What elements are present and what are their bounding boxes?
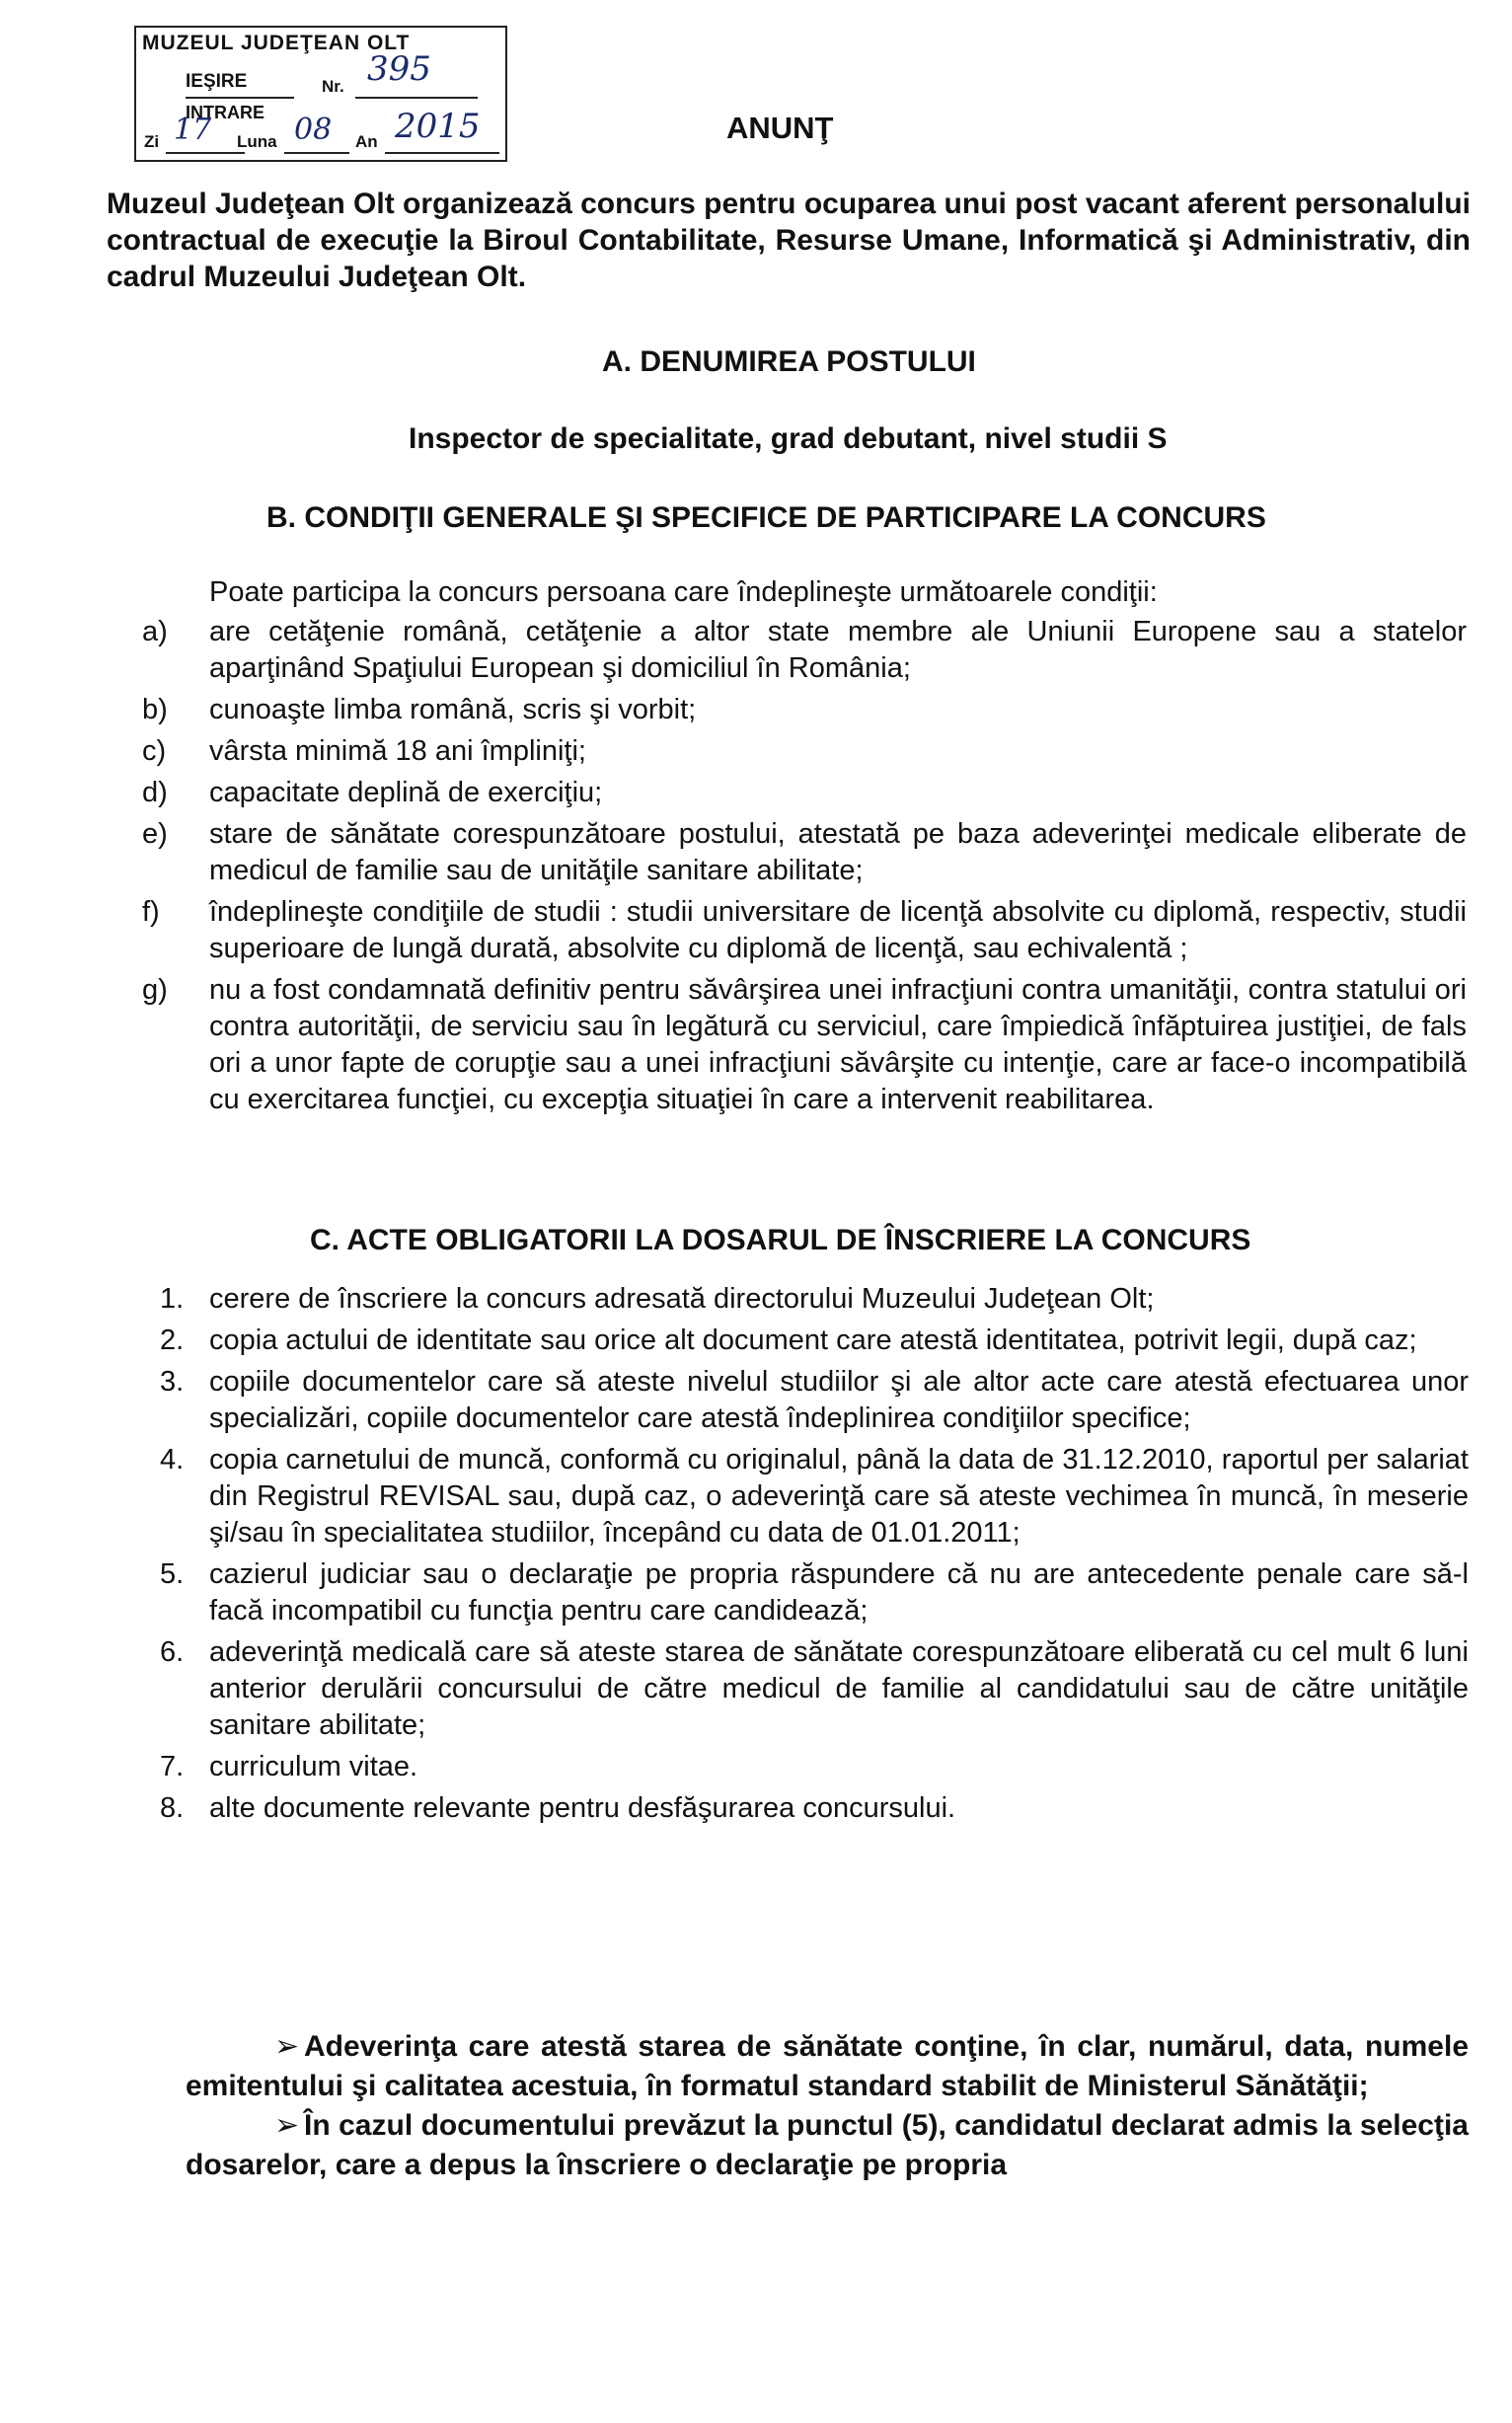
stamp-an-value: 2015	[395, 107, 481, 146]
stamp-an-label: An	[355, 132, 378, 151]
list-item	[142, 894, 1467, 967]
stamp-luna-value: 08	[294, 113, 333, 147]
documents-list	[160, 1281, 1469, 1832]
item-marker: a)	[142, 616, 168, 647]
stamp-nr-line	[355, 97, 478, 99]
stamp-zi-line	[166, 152, 245, 154]
item-marker: 7.	[160, 1751, 185, 1782]
note-paragraph	[186, 2106, 1469, 2185]
section-c-heading: C. ACTE OBLIGATORII LA DOSARUL DE ÎNSCRIERE LA CONCURS	[310, 1224, 1251, 1256]
list-item	[142, 733, 1467, 770]
list-item	[142, 775, 1467, 811]
item-text: capacitate deplină de exerciţiu;	[209, 777, 603, 808]
item-text: copia actului de identitate sau orice alt document care atestă identitatea, potrivit legii, după caz;	[209, 1325, 1417, 1356]
item-text: stare de sănătate corespunzătoare postului, atestată pe baza adeverinţei medicale eliberate de medicul de familie sau de unităţile sanitare abilitate;	[209, 818, 1467, 886]
item-text: curriculum vitae.	[209, 1751, 418, 1782]
item-text: adeverinţă medicală care să ateste starea de sănătate corespunzătoare eliberată cu cel mult 6 luni anterior derulării concursului de către medicul de familie al candidatului sau de către unităţile sanitare abilitate;	[209, 1636, 1469, 1741]
list-item	[142, 614, 1467, 687]
list-item	[160, 1364, 1469, 1437]
item-marker: 5.	[160, 1558, 185, 1590]
registration-stamp	[134, 26, 507, 162]
item-text: cerere de înscriere la concurs adresată directorului Muzeului Judeţean Olt;	[209, 1283, 1155, 1315]
item-marker: g)	[142, 974, 168, 1006]
arrow-bullet-icon: ➢	[274, 2109, 300, 2142]
item-text: nu a fost condamnată definitiv pentru săvârşirea unei infracţiuni contra umanităţii, contra statului ori contra autorităţii, de serviciu sau în legătură cu serviciul, care împiedică înfăptuirea justiţiei, de fals ori a unor fapte de corupţie sau a unei infracţiuni săvârşite cu intenţie, care ar face-o incompatibilă cu exercitarea funcţiei, cu excepţia situaţiei în care a intervenit reabilitarea.	[209, 974, 1467, 1115]
item-marker: 3.	[160, 1366, 185, 1398]
list-item	[160, 1556, 1469, 1629]
section-b-heading: B. CONDIŢII GENERALE ŞI SPECIFICE DE PARTICIPARE LA CONCURS	[266, 501, 1266, 534]
list-item	[160, 1323, 1469, 1359]
stamp-zi-label: Zi	[144, 132, 160, 151]
announcement-title: ANUNŢ	[726, 111, 834, 145]
item-marker: f)	[142, 896, 160, 928]
stamp-nr-label: Nr.	[322, 77, 344, 96]
list-item	[160, 1634, 1469, 1744]
note-paragraph	[186, 2027, 1469, 2106]
stamp-nr-value: 395	[367, 49, 431, 89]
stamp-institution: MUZEUL JUDEŢEAN OLT	[142, 32, 411, 54]
section-a-heading: A. DENUMIREA POSTULUI	[602, 345, 976, 378]
item-text: copiile documentelor care să ateste nivelul studiilor şi ale altor acte care atestă efectuarea unor specializări, copiile documentelor care atestă îndeplinirea condiţiilor specifice;	[209, 1366, 1469, 1434]
list-item	[142, 816, 1467, 889]
item-marker: 8.	[160, 1792, 185, 1824]
item-marker: b)	[142, 694, 168, 725]
list-item	[160, 1281, 1469, 1318]
item-text: copia carnetului de muncă, conformă cu originalul, până la data de 31.12.2010, raportul per salariat din Registrul REVISAL sau, după caz, o adeverinţă care să ateste vechimea în muncă, în meserie şi/sau în specialitatea studiilor, începând cu data de 01.01.2011;	[209, 1444, 1469, 1549]
list-item	[160, 1749, 1469, 1785]
item-text: îndeplineşte condiţiile de studii : studii universitare de licenţă absolvite cu diplomă, respectiv, studii superioare de lungă durată, absolvite cu diplomă de licenţă, sau echivalentă ;	[209, 896, 1467, 964]
item-text: are cetăţenie română, cetăţenie a altor state membre ale Uniunii Europene sau a statelor aparţinând Spaţiului European şi domiciliul în România;	[209, 616, 1467, 684]
list-item	[160, 1790, 1469, 1827]
stamp-intrare-label: INTRARE	[186, 103, 265, 122]
item-marker: e)	[142, 818, 168, 850]
stamp-luna-line	[284, 152, 349, 154]
note-text: În cazul documentului prevăzut la punctul (5), candidatul declarat admis la selecţia dosarelor, care a depus la înscriere o declaraţie pe propria	[186, 2109, 1469, 2181]
arrow-bullet-icon: ➢	[274, 2030, 300, 2063]
item-marker: d)	[142, 777, 168, 808]
list-item	[142, 972, 1467, 1118]
item-text: cazierul judiciar sau o declaraţie pe propria răspundere că nu are antecedente penale care să-l facă incompatibil cu funcţia pentru care candidează;	[209, 1558, 1469, 1627]
notes-block	[186, 2027, 1469, 2185]
stamp-zi-value: 17	[174, 113, 212, 147]
list-item	[142, 692, 1467, 728]
post-name: Inspector de specialitate, grad debutant, nivel studii S	[409, 422, 1168, 455]
stamp-luna-label: Luna	[237, 132, 277, 151]
note-text: Adeverinţa care atestă starea de sănătate conţine, în clar, numărul, data, numele emitentului şi calitatea acestuia, în formatul standard stabilit de Ministerul Sănătăţii;	[186, 2030, 1469, 2102]
stamp-an-line	[385, 152, 499, 154]
item-marker: 1.	[160, 1283, 185, 1315]
intro-paragraph: Muzeul Judeţean Olt organizează concurs pentru ocuparea unui post vacant aferent personalului contractual de execuţie la Biroul Contabilitate, Resurse Umane, Informatică şi Administrativ, din cadrul Muzeului Judeţean Olt.	[107, 188, 1471, 293]
list-item	[160, 1442, 1469, 1552]
item-marker: c)	[142, 735, 167, 767]
item-marker: 2.	[160, 1325, 185, 1356]
item-text: cunoaşte limba română, scris şi vorbit;	[209, 694, 697, 725]
item-marker: 6.	[160, 1636, 185, 1668]
conditions-intro: Poate participa la concurs persoana care îndeplineşte următoarele condiţii:	[209, 576, 1158, 608]
item-text: alte documente relevante pentru desfăşurarea concursului.	[209, 1792, 956, 1824]
item-marker: 4.	[160, 1444, 185, 1476]
stamp-iesire-line	[186, 97, 294, 99]
item-text: vârsta minimă 18 ani împliniţi;	[209, 735, 586, 767]
stamp-iesire-label: IEŞIRE	[186, 71, 248, 92]
conditions-list	[142, 614, 1467, 1123]
